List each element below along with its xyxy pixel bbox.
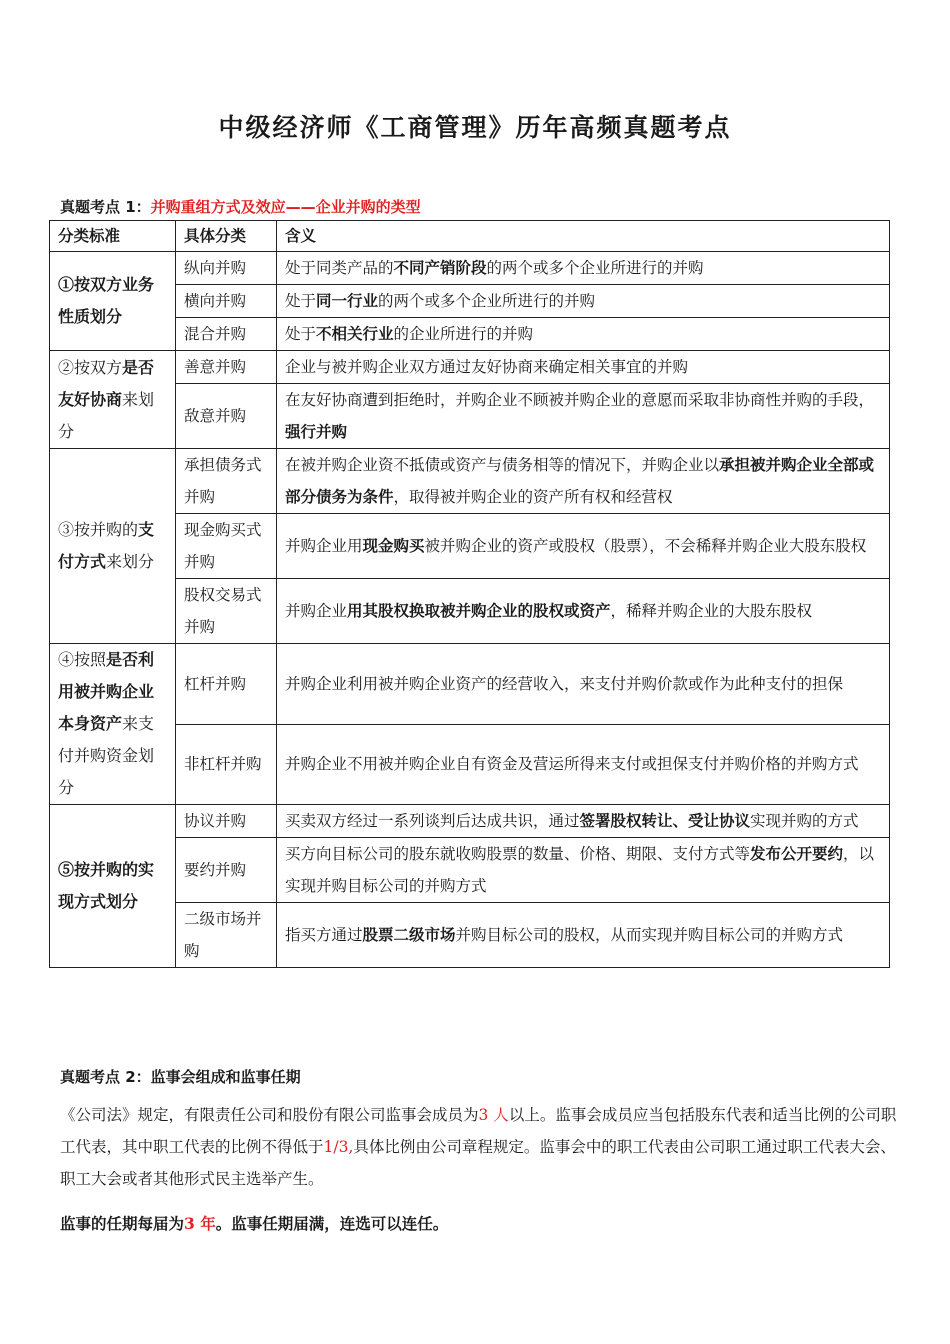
table-row — [50, 579, 890, 644]
criterion-business-nature — [50, 252, 176, 351]
text-run: 企业与被并购企业双方通过友好协商来确定相关事宜的并购 — [285, 358, 689, 376]
meaning-cell — [277, 514, 890, 579]
text-run: 。监事任期届满，连选可以连任。 — [215, 1214, 449, 1233]
merger-type-cell: 承担债务式并购 — [176, 449, 277, 514]
merger-type-cell: 杠杆并购 — [176, 644, 277, 725]
table-row — [50, 724, 890, 805]
table-row — [50, 318, 890, 351]
text-run: 用其股权换取被并购企业的股权或资产 — [347, 601, 611, 620]
section2-heading — [60, 1066, 301, 1087]
meaning-cell — [277, 724, 890, 805]
text-run: 强行并购 — [285, 422, 348, 441]
header-type: 具体分类 — [176, 221, 277, 252]
meaning-cell — [277, 351, 890, 384]
section2-label: 真题考点 2： — [60, 1068, 151, 1086]
meaning-cell — [277, 384, 890, 449]
criterion-implementation — [50, 805, 176, 968]
text-run: 处于 — [285, 292, 317, 310]
merger-type-cell: 横向并购 — [176, 285, 277, 318]
text-run: 处于同类产品的 — [285, 259, 394, 277]
text-run: 具体比例由公司章程规定。监事会中的职工代表由公司职工通过职工代表大会、职工大会或者其他形式民主选举产生。 — [60, 1138, 896, 1188]
text-run: 来划分 — [58, 389, 155, 441]
text-run: 支付方式 — [58, 520, 155, 571]
table-row — [50, 449, 890, 514]
table-row — [50, 805, 890, 838]
text-run: 3 人 — [478, 1106, 509, 1124]
text-run: 承担被并购企业全部或部分债务为条件 — [285, 455, 875, 506]
text-run: 3 年 — [184, 1214, 216, 1233]
merger-types-table — [49, 220, 890, 968]
text-run: 的两个或多个企业所进行的并购 — [378, 292, 596, 310]
meaning-cell — [277, 838, 890, 903]
text-run: 并购目标公司的股权，从而实现并购目标公司的并购方式 — [455, 926, 844, 944]
header-criterion: 分类标准 — [50, 221, 176, 252]
text-run: 实现并购的方式 — [750, 812, 859, 830]
text-run: 1/3, — [323, 1138, 354, 1156]
text-run: 在被并购企业资不抵债或资产与债务相等的情况下，并购企业以 — [285, 456, 720, 474]
table-row — [50, 351, 890, 384]
merger-type-cell: 混合并购 — [176, 318, 277, 351]
meaning-cell — [277, 805, 890, 838]
table-row — [50, 903, 890, 968]
text-run: 是否友好协商 — [58, 357, 155, 409]
table-row — [50, 384, 890, 449]
merger-type-cell: 二级市场并购 — [176, 903, 277, 968]
text-run: 在友好协商遭到拒绝时，并购企业不顾被并购企业的意愿而采取非协商性并购的手段， — [285, 391, 875, 409]
text-run: 监事的任期每届为 — [60, 1214, 185, 1233]
page-title: 中级经济师《工商管理》历年高频真题考点 — [218, 113, 732, 142]
text-run: 并购企业利用被并购企业资产的经营收入，来支付并购价款或作为此种支付的担保 — [285, 674, 844, 693]
merger-type-cell: 现金购买式并购 — [176, 514, 277, 579]
merger-type-cell: 非杠杆并购 — [176, 724, 277, 805]
text-run: 的企业所进行的并购 — [393, 325, 534, 343]
meaning-cell — [277, 579, 890, 644]
text-run: 买方向目标公司的股东就收购股票的数量、价格、期限、支付方式等 — [285, 845, 751, 863]
text-run: 同一行业 — [316, 291, 379, 310]
section1-topic: 并购重组方式及效应——企业并购的类型 — [150, 198, 421, 216]
meaning-cell — [277, 903, 890, 968]
text-run: ④按照 — [58, 650, 107, 669]
section2-paragraph — [60, 1099, 898, 1195]
text-run: ，稀释并购企业的大股东股权 — [610, 602, 813, 620]
text-run: ①按双方业务性质划分 — [58, 275, 155, 326]
criterion-leverage — [50, 644, 176, 805]
criterion-payment — [50, 449, 176, 644]
text-run: 并购企业 — [285, 602, 348, 620]
text-run: 被并购企业的资产或股权（股票），不会稀释并购企业大股东股权 — [424, 537, 867, 555]
text-run: 现金购买 — [362, 536, 425, 555]
merger-type-cell: 纵向并购 — [176, 252, 277, 285]
merger-type-cell: 股权交易式并购 — [176, 579, 277, 644]
meaning-cell — [277, 644, 890, 725]
text-run: ②按双方 — [58, 357, 123, 377]
text-run: ，取得被并购企业的资产所有权和经营权 — [393, 488, 673, 506]
text-run: 的两个或多个企业所进行的并购 — [486, 259, 704, 277]
table-row — [50, 644, 890, 725]
text-run: 是否利用被并购企业本身资产 — [58, 650, 155, 733]
text-run: 不同产销阶段 — [393, 258, 487, 277]
text-run: 股票二级市场 — [362, 925, 456, 944]
section1-label: 真题考点 1： — [60, 198, 151, 216]
text-run: 签署股权转让、受让协议 — [579, 811, 751, 830]
text-run: 指买方通过 — [285, 926, 363, 944]
text-run: ③按并购的 — [58, 520, 139, 539]
text-run: 买卖双方经过一系列谈判后达成共识，通过 — [285, 812, 580, 830]
text-run: 以上。监事会成员应当包括股东代表和适当比例的公司职工代表，其中职工代表的比例不得低于 — [60, 1106, 897, 1156]
criterion-friendly — [50, 351, 176, 449]
table-row — [50, 285, 890, 318]
section2-topic: 监事会组成和监事任期 — [150, 1068, 301, 1086]
text-run: 发布公开要约 — [750, 844, 844, 863]
text-run: 不相关行业 — [316, 324, 394, 343]
section2-term-paragraph — [60, 1208, 898, 1240]
merger-type-cell: 善意并购 — [176, 351, 277, 384]
text-run: 来划分 — [106, 552, 155, 571]
section1-heading — [60, 196, 421, 217]
merger-type-cell: 敌意并购 — [176, 384, 277, 449]
text-run: ，以实现并购目标公司的并购方式 — [285, 845, 875, 895]
text-run: ⑤按并购的实现方式划分 — [58, 860, 155, 911]
table-row — [50, 838, 890, 903]
text-run: 来支付并购资金划分 — [58, 714, 155, 797]
text-run: 并购企业用 — [285, 537, 363, 555]
meaning-cell — [277, 252, 890, 285]
meaning-cell — [277, 318, 890, 351]
table-row — [50, 252, 890, 285]
table-header-row — [50, 221, 890, 252]
table-row — [50, 514, 890, 579]
text-run: 《公司法》规定，有限责任公司和股份有限公司监事会成员为 — [60, 1106, 479, 1124]
merger-type-cell: 协议并购 — [176, 805, 277, 838]
text-run: 并购企业不用被并购企业自有资金及营运所得来支付或担保支付并购价格的并购方式 — [285, 755, 859, 774]
merger-type-cell: 要约并购 — [176, 838, 277, 903]
meaning-cell — [277, 285, 890, 318]
header-meaning: 含义 — [277, 221, 890, 252]
meaning-cell — [277, 449, 890, 514]
text-run: 处于 — [285, 325, 317, 343]
